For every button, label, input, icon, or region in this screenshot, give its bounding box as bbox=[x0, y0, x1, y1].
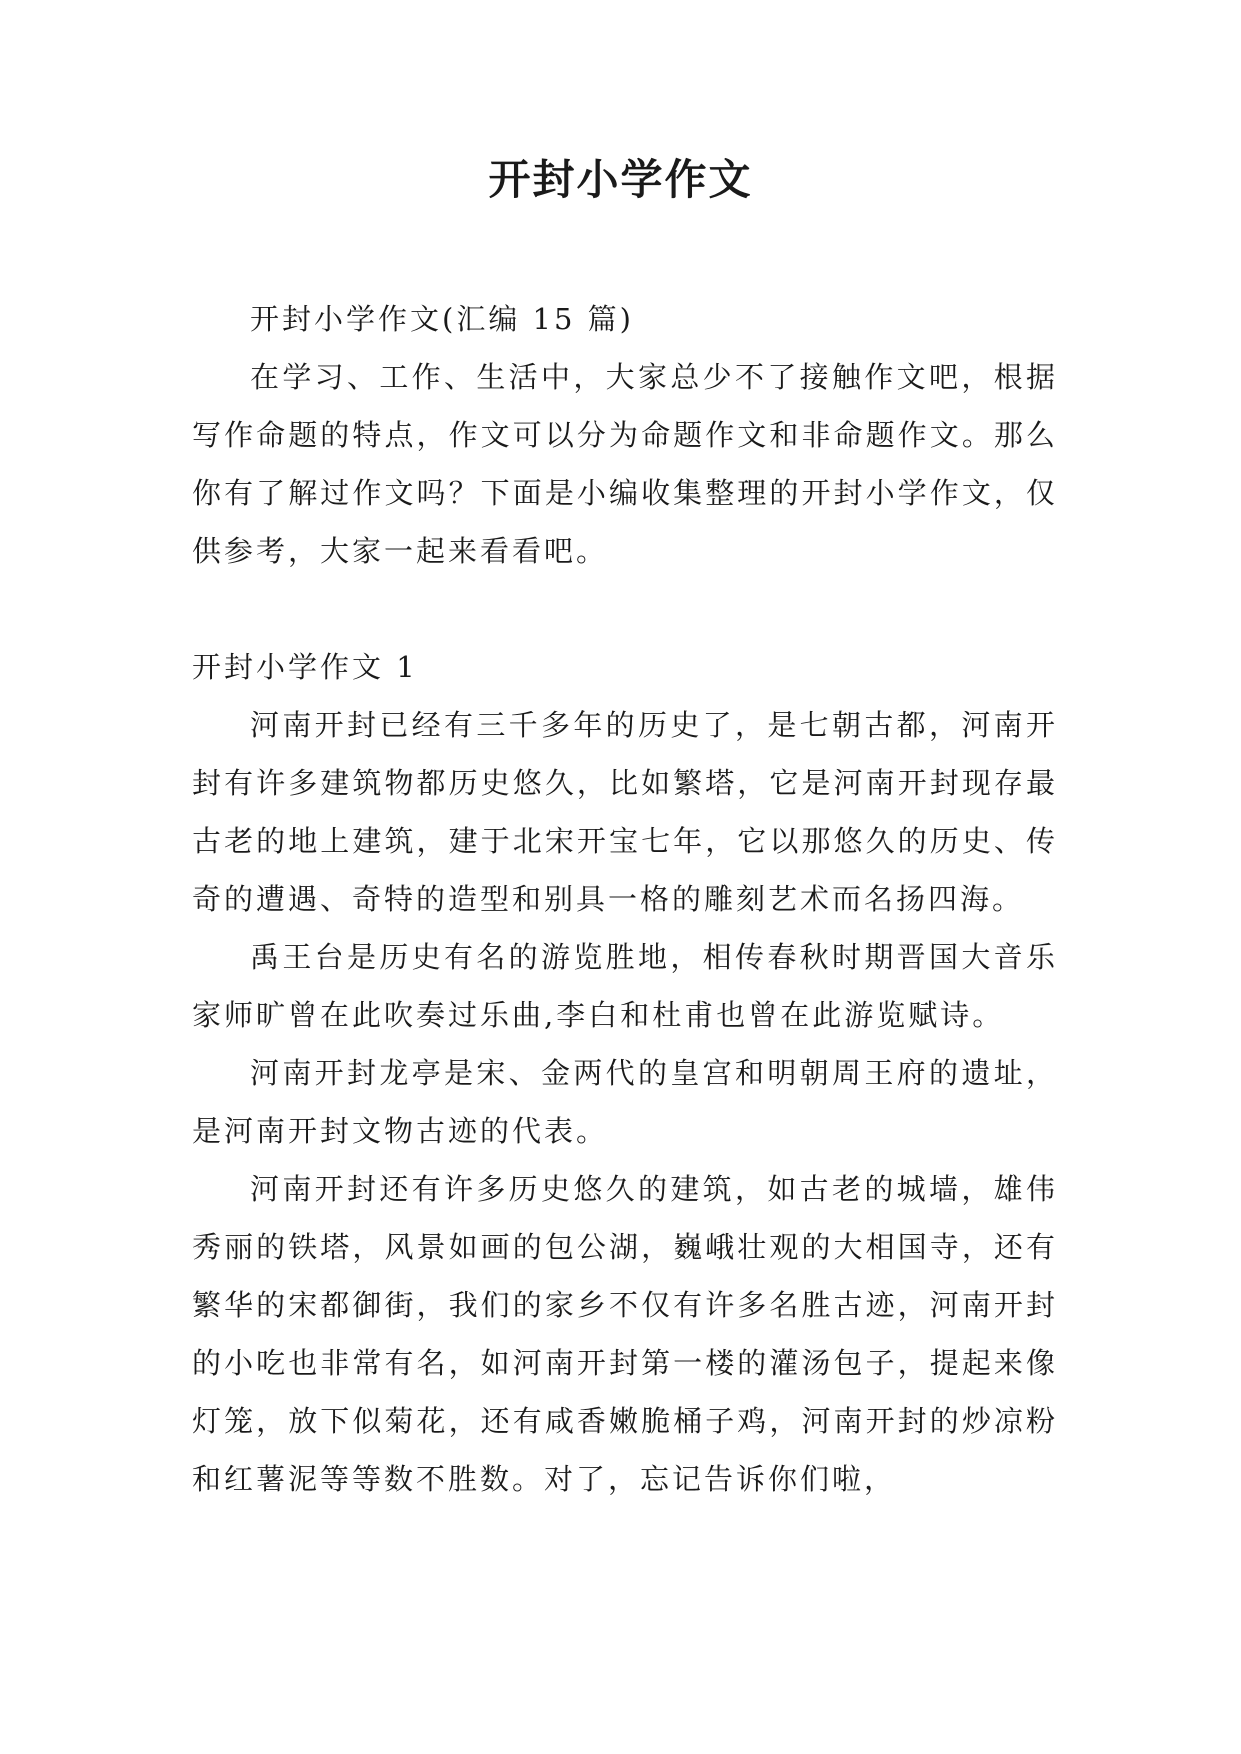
body-paragraph: 禹王台是历史有名的游览胜地，相传春秋时期晋国大音乐家师旷曾在此吹奏过乐曲,李白和杜甫也曾在此游览赋诗。 bbox=[192, 940, 1058, 1032]
section-heading: 开封小学作文 1 bbox=[192, 650, 418, 684]
document-title: 开封小学作文 bbox=[488, 155, 753, 204]
body-paragraph: 河南开封还有许多历史悠久的建筑，如古老的城墙，雄伟秀丽的铁塔，风景如画的包公湖，巍峨壮观的大相国寺，还有繁华的宋都御街，我们的家乡不仅有许多名胜古迹，河南开封的小吃也非常有名，如河南开封第一楼的灌汤包子，提起来像灯笼，放下似菊花，还有咸香嫩脆桶子鸡，河南开封的炒凉粉和红薯泥等等数不胜数。对了，忘记告诉你们啦， bbox=[192, 1172, 1058, 1496]
document-subtitle: 开封小学作文(汇编 15 篇) bbox=[250, 302, 634, 336]
intro-paragraph: 在学习、工作、生活中，大家总少不了接触作文吧，根据写作命题的特点，作文可以分为命题作文和非命题作文。那么你有了解过作文吗？下面是小编收集整理的开封小学作文，仅供参考，大家一起来看看吧。 bbox=[192, 360, 1058, 568]
body-paragraph: 河南开封龙亭是宋、金两代的皇宫和明朝周王府的遗址，是河南开封文物古迹的代表。 bbox=[192, 1056, 1058, 1148]
document-body bbox=[192, 290, 1058, 1508]
body-paragraph: 河南开封已经有三千多年的历史了，是七朝古都，河南开封有许多建筑物都历史悠久，比如繁塔，它是河南开封现存最古老的地上建筑，建于北宋开宝七年，它以那悠久的历史、传奇的遭遇、奇特的造型和别具一格的雕刻艺术而名扬四海。 bbox=[192, 708, 1058, 916]
